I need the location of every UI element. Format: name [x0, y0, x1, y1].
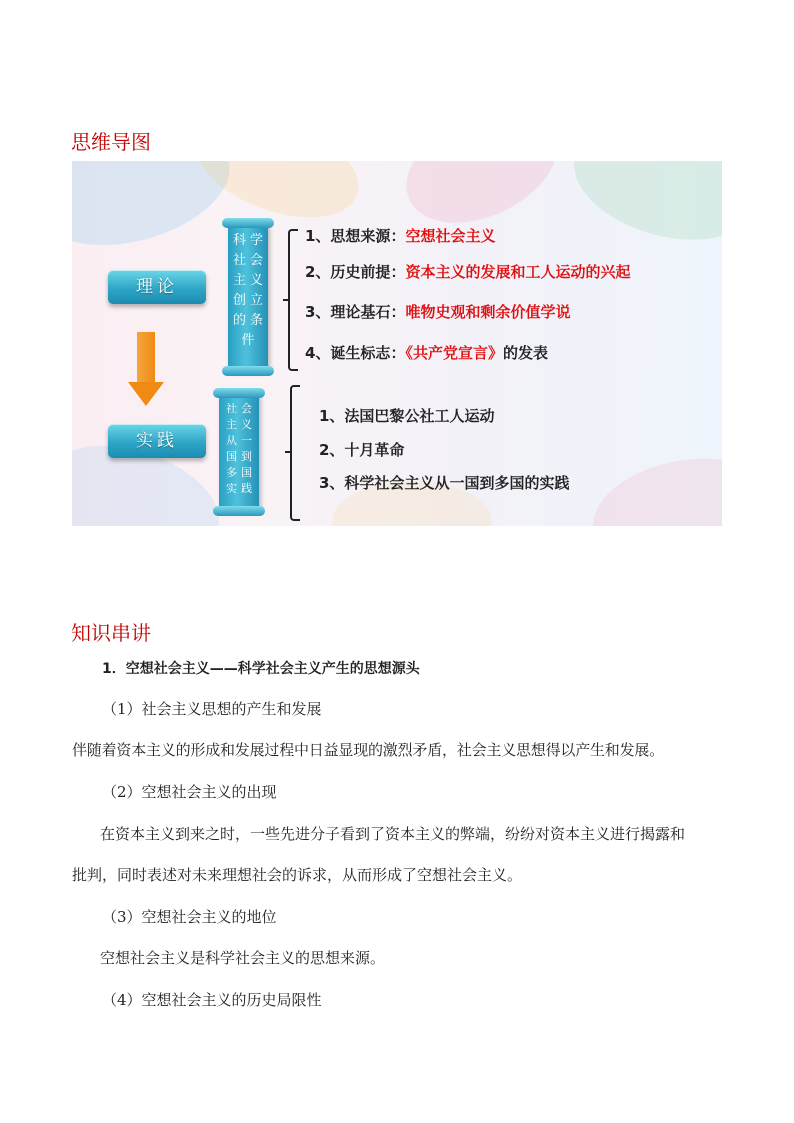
- theory-item-suffix: 的发表: [502, 344, 548, 362]
- paragraph-line: 空想社会主义是科学社会主义的思想来源。: [100, 949, 386, 967]
- scroll-theory-text: [228, 231, 268, 351]
- theory-item-prefix: 1、思想来源：: [305, 227, 406, 245]
- scroll-theory-conditions: [228, 223, 268, 371]
- down-arrow-head-icon: [128, 382, 164, 406]
- scroll-char: 科: [232, 233, 246, 248]
- theory-item-prefix: 4、诞生标志：: [305, 344, 406, 362]
- scroll-char: 从: [226, 434, 237, 447]
- theory-item-highlight: 《共产党宣言》: [405, 344, 503, 362]
- theory-item-prefix: 3、理论基石：: [305, 303, 406, 321]
- scroll-char: 创: [232, 293, 246, 308]
- scroll-char: 社: [226, 402, 237, 415]
- theory-item-highlight: 唯物史观和剩余价值学说: [405, 303, 571, 321]
- subsection-title: （1）社会主义思想的产生和发展: [102, 700, 322, 718]
- practice-node: 实践: [108, 424, 206, 458]
- scroll-char: 一: [241, 434, 252, 447]
- theory-item: [305, 342, 548, 363]
- down-arrow-icon: [137, 332, 155, 384]
- brace-practice: [290, 385, 300, 521]
- subsection-title: （2）空想社会主义的出现: [102, 783, 277, 801]
- scroll-char: 会: [241, 402, 252, 415]
- scroll-practice-text: [219, 401, 259, 497]
- practice-item: 1、法国巴黎公社工人运动: [319, 407, 495, 425]
- scroll-char: 立: [249, 293, 263, 308]
- theory-item: [305, 301, 570, 322]
- decor-shape: [584, 443, 722, 526]
- knowledge-heading: 知识串讲: [71, 621, 151, 645]
- section-title: 1．空想社会主义——科学社会主义产生的思想源头: [102, 661, 420, 677]
- scroll-char: 社: [232, 253, 246, 268]
- subsection-title: （4）空想社会主义的历史局限性: [102, 991, 322, 1009]
- brace-theory: [288, 229, 298, 371]
- scroll-char: 到: [241, 450, 252, 463]
- mindmap-heading: 思维导图: [71, 130, 151, 154]
- scroll-char: 多: [226, 466, 237, 479]
- theory-item-prefix: 2、历史前提：: [305, 263, 406, 281]
- scroll-char: 会: [249, 253, 263, 268]
- scroll-practice: [219, 393, 259, 511]
- paragraph-line: 批判，同时表述对未来理想社会的诉求，从而形成了空想社会主义。: [72, 866, 523, 884]
- scroll-char: 义: [249, 273, 263, 288]
- scroll-char: 条: [249, 313, 263, 328]
- theory-item: [305, 261, 630, 282]
- scroll-char: 实: [226, 482, 237, 495]
- theory-node: 理论: [108, 270, 206, 304]
- scroll-char: 的: [232, 313, 246, 328]
- scroll-char: 国: [241, 466, 252, 479]
- scroll-char: 国: [226, 450, 237, 463]
- scroll-char: 主: [232, 273, 246, 288]
- scroll-char: 学: [249, 233, 263, 248]
- decor-shape: [561, 161, 722, 259]
- theory-item-highlight: 资本主义的发展和工人运动的兴起: [405, 263, 631, 281]
- scroll-char: 义: [241, 418, 252, 431]
- paragraph-line: 伴随着资本主义的形成和发展过程中日益显现的激烈矛盾，社会主义思想得以产生和发展。: [72, 741, 665, 759]
- theory-item: [305, 225, 495, 246]
- theory-item-highlight: 空想社会主义: [405, 227, 496, 245]
- subsection-title: （3）空想社会主义的地位: [102, 908, 277, 926]
- practice-item: 2、十月革命: [319, 441, 405, 459]
- mindmap-diagram: [72, 161, 722, 526]
- paragraph-line: 在资本主义到来之时，一些先进分子看到了资本主义的弊端，纷纷对资本主义进行揭露和: [100, 825, 686, 843]
- scroll-char: 践: [241, 482, 252, 495]
- scroll-char: 件: [241, 333, 255, 348]
- scroll-char: 主: [226, 418, 237, 431]
- practice-item: 3、科学社会主义从一国到多国的实践: [319, 474, 570, 492]
